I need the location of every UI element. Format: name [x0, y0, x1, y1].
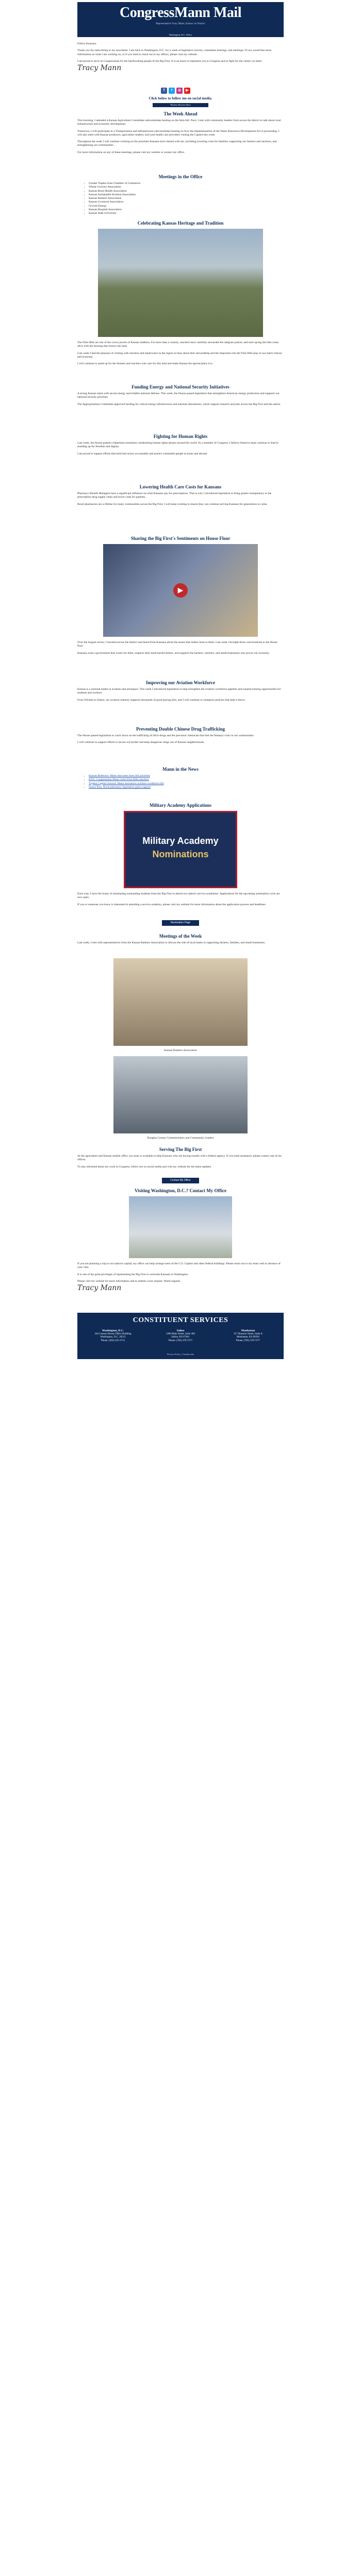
news-link[interactable]: KSN: Congressman Mann visits Flint Hills ranchers — [89, 778, 149, 782]
news-title: Mann in the News — [162, 767, 199, 772]
office-line-1: 317 Houston Street, Suite A — [234, 1332, 262, 1335]
story-section — [77, 536, 284, 544]
academy-title: Military Academy Applications — [150, 803, 211, 808]
news-link[interactable]: Salina Post: Rural pharmacy legislation gains support — [89, 785, 151, 789]
story-title: Sharing the Big First's Sentiments on House Floor — [130, 536, 231, 541]
visit-paragraph-2: It is one of the great privileges of representing the Big First to welcome Kansans to Washington. — [77, 1273, 189, 1276]
social-cta-wrap — [77, 96, 284, 101]
academy-section — [77, 803, 284, 810]
bankers-photo — [113, 958, 248, 1046]
heritage-title: Celebrating Kansas Heritage and Tradition — [137, 221, 224, 226]
week-ahead-paragraph-4: For more information on any of these meetings, please visit my website or contact my office. — [77, 150, 185, 154]
aviation-title: Improving our Aviation Workforce — [146, 680, 215, 685]
intro-paragraph-1: Thank you for subscribing to my newsletter. I am back in Washington, D.C. for a week of legislative activity, committee hearings, and meetings. If you would like more information on what I am working on, or if you need to reach out to my offices, please visit my website. — [77, 49, 272, 56]
week-meetings-section — [77, 934, 284, 948]
meetings-title: Meetings in the Office — [158, 174, 203, 179]
funding-title: Funding Energy and National Security Initiatives — [132, 384, 229, 389]
greeting: Fellow Kansans, — [77, 42, 97, 45]
human-rights-section — [77, 434, 284, 459]
office-phone: Phone: (785) 370-7277 — [236, 1339, 260, 1342]
aviation-paragraph-2: From Wichita to Salina, our aviation industry supports thousands of good-paying jobs, and I will continue to champion policies that help it thrive. — [77, 698, 246, 702]
serving-paragraph-1: At the agriculture and Kansas mobile office, my team is available to help Kansans who are having trouble with a federal agency. If you need assistance, please contact one of my offices. — [77, 1155, 282, 1162]
academy-banner-line-2: Nominations — [152, 849, 209, 859]
commissioners-photo — [113, 1056, 248, 1133]
intro-section — [77, 42, 284, 73]
heritage-text — [77, 341, 284, 369]
news-section — [77, 767, 284, 789]
office-line-2: Salina, KS 67401 — [171, 1336, 190, 1339]
office-line-1: 344 Cannon House Office Building — [94, 1332, 132, 1335]
list-item: • Greater Topeka Area Chamber of Commerce — [89, 182, 284, 185]
office-line-1: 1200 Main Street, Suite 402 — [166, 1332, 195, 1335]
masthead — [77, 2, 284, 33]
office-name: Washington, D.C. — [102, 1329, 124, 1332]
youtube-icon[interactable]: ▶ — [184, 88, 190, 94]
list-item: • Kansas Bankers Association — [89, 197, 284, 200]
meetings-section — [77, 174, 284, 216]
intro-paragraph-2: I am proud to serve as Congressman for the hardworking people of the Big First. It is an honor to represent you in Congress and to fight for the values we share. — [77, 59, 262, 63]
meetings-list — [89, 182, 284, 216]
list-item: • Kansas Livestock Association — [89, 200, 284, 204]
visit-paragraph-1: If you are planning a trip to our nation's capital, my office can help arrange tours of the U.S. Capitol and other federal buildings. Please reach out to my team well in advance of your visit. — [77, 1262, 281, 1269]
serving-title: Serving The Big First — [159, 1147, 202, 1152]
academy-banner-line-1: Military Academy — [142, 836, 219, 846]
funding-section — [77, 384, 284, 410]
human-rights-paragraph-1: Last week, the House passed a bipartisan resolution condemning human rights abuses around the world. As a member of Congress, I believe America must continue to lead in standing up for freedom and dignity. — [77, 442, 278, 449]
office-line-2: Washington, D.C. 20515 — [100, 1336, 126, 1339]
week-meetings-title: Meetings of the Week — [159, 934, 202, 939]
play-icon[interactable]: ▶ — [173, 583, 188, 598]
list-item: • Kansas Rural Health Association — [89, 190, 284, 193]
privacy-links[interactable]: Privacy Policy | Unsubscribe — [167, 1353, 194, 1355]
witness-banner: Witness Receive Here — [153, 103, 208, 107]
office-name: Manhattan — [241, 1329, 255, 1332]
house-floor-video[interactable] — [103, 544, 258, 637]
human-rights-title: Fighting for Human Rights — [153, 434, 208, 439]
funding-paragraph-2: The Appropriations Committee approved funding for critical energy infrastructure and national laboratories, which support research and jobs across the Big First and the nation. — [77, 402, 281, 406]
flint-hills-photo — [98, 229, 263, 337]
office-line-2: Manhattan, KS 66502 — [236, 1336, 260, 1339]
newsletter-title: CongressMann Mail — [120, 5, 241, 21]
heritage-paragraph-2: Last week I had the pleasure of visiting with ranchers and landowners in the region to hear about their stewardship and the important role the Flint Hills play in our state's history and economy. — [77, 351, 283, 359]
academy-paragraph-2: If you or someone you know is interested in attending a service academy, please visit my website for more information about the application process and deadlines. — [77, 903, 267, 906]
health-paragraph-1: Pharmacy Benefit Managers have a significant influence on what Kansans pay for prescriptions. That is why I introduced legislation to bring greater transparency to the prescription drug supply chain and lower costs for patients. — [77, 492, 272, 499]
week-ahead-section — [77, 111, 284, 158]
commissioners-caption: Douglas County Commissioners and Community Leaders — [147, 1137, 214, 1140]
visit-closing: Please visit my website for more information and to submit a tour request. Warm regards, — [77, 1279, 181, 1283]
story-text — [77, 641, 284, 658]
serving-paragraph-2: To stay informed about my work in Congress, follow me on social media and visit my website for the latest updates. — [77, 1165, 212, 1168]
list-item: • Wheat Growers Association — [89, 185, 284, 189]
social-icons — [161, 88, 190, 94]
human-rights-paragraph-2: I am proud to support efforts that hold bad actors accountable and protect vulnerable people at home and abroad. — [77, 452, 208, 455]
list-item: • Kansas State University — [89, 212, 284, 215]
story-paragraph-2: Kansans want a government that works for them, respects their hard-earned dollars, and supports the farmers, ranchers, and small businesses who power our economy. — [77, 651, 270, 655]
footer — [77, 1313, 284, 1359]
social-cta: Click below to follow me on social media. — [149, 96, 212, 100]
office-phone: Phone: (785) 370-7277 — [168, 1339, 193, 1342]
week-ahead-paragraph-1: This morning, I attended a Kansas Agriculture Committee subcommittee hearing on the farm bill. Next, I met with community leaders from across the district to talk about rural infrastructure and economic development. — [77, 119, 281, 126]
list-item: • Growth Energy — [89, 205, 284, 208]
week-ahead-paragraph-3: Throughout the week I will continue working on the priorities Kansans have shared with me, including lowering costs for families, supporting our farmers and ranchers, and strengthening our communities. — [77, 140, 277, 147]
visit-title: Visiting Washington, D.C.? Contact My Office — [134, 1188, 226, 1193]
week-ahead-paragraph-2: Tomorrow, I will participate in a Transportation and Infrastructure subcommittee hearing on how the implementation of the Water Resources Development Act is proceeding. I will also meet with Kansas producers, agriculture leaders, and rural health care providers visiting the Capitol this week. — [77, 129, 280, 137]
academy-paragraph-1: Each year, I have the honor of nominating outstanding students from the Big First to attend our nation's service academies. Applications for the upcoming nomination cycle are now open. — [77, 892, 280, 900]
news-link[interactable]: Topeka Capital-Journal: Mann introduces aviation workforce bill — [89, 782, 164, 785]
aviation-paragraph-1: Kansas is a national leader in aviation and aerospace. This week I introduced legislation to help strengthen the aviation workforce pipeline and expand training opportunities for students and workers. — [77, 688, 281, 695]
trafficking-paragraph-1: The House passed legislation to crack down on the trafficking of illicit drugs and the precursor chemicals that fuel the fentanyl crisis in our communities. — [77, 734, 255, 737]
health-paragraph-2: Rural pharmacies are a lifeline for many communities across the Big First. I will keep working to ensure they can continue serving Kansans for generations to come. — [77, 502, 268, 506]
heritage-section — [77, 221, 284, 228]
office-dc — [80, 1329, 145, 1343]
bankers-caption: Kansas Bankers Association — [164, 1049, 197, 1052]
masthead-subtitle: Representative Tracy Mann, Kansas 1st District — [156, 23, 205, 25]
week-meetings-paragraph-1: Last week, I met with representatives from the Kansas Bankers Association to discuss the role of local banks in supporting farmers, families, and small businesses. — [77, 941, 266, 944]
academy-banner — [124, 811, 237, 888]
facebook-icon[interactable]: f — [161, 88, 167, 94]
health-section — [77, 484, 284, 510]
footer-title: CONSTITUENT SERVICES — [133, 1316, 228, 1324]
list-item: • Kansas Sustainable Aviation Association — [89, 193, 284, 197]
funding-paragraph-1: A strong Kansas starts with secure energy and reliable national defense. This week, the House passed legislation that strengthens American energy production and supports our national security priorities. — [77, 392, 280, 399]
health-title: Lowering Health Care Costs for Kansans — [139, 484, 222, 489]
office-name: Salina — [176, 1329, 185, 1332]
office-phone: Phone: (202) 225-2715 — [101, 1339, 125, 1342]
serving-section — [77, 1147, 284, 1172]
trafficking-section — [77, 726, 284, 748]
contact-office-button[interactable]: Contact My Office — [162, 1178, 199, 1183]
news-list — [89, 774, 284, 789]
signature: Tracy Mann — [77, 64, 122, 73]
week-ahead-title: The Week Ahead — [163, 111, 198, 116]
instagram-icon[interactable]: ◎ — [176, 88, 183, 94]
heritage-paragraph-3: I will continue to stand up for the farmers and ranchers who care for this land and make Kansas the special place it is. — [77, 362, 214, 366]
aviation-section — [77, 680, 284, 705]
signature: Tracy Mann — [77, 1284, 122, 1293]
nomination-page-button[interactable]: Nomination Page — [162, 920, 199, 926]
twitter-icon[interactable]: t — [169, 88, 175, 94]
address-bar: Washington, D.C. Office — [77, 33, 284, 37]
heritage-paragraph-1: The Flint Hills are one of the crown jewels of Kansas tradition. For more than a century, ranchers have carefully stewarded the tallgrass prairie, and each spring the hills come alive with the burning that renews the land. — [77, 341, 279, 348]
story-paragraph-1: Over the August recess, I traveled across the district and heard from Kansans about the issues that matter most to them. Last week I brought those conversations to the House floor. — [77, 641, 277, 648]
visit-section — [77, 1188, 284, 1196]
academy-text — [77, 892, 284, 910]
list-item: • Kansas Hospital Association — [89, 208, 284, 212]
capitol-photo — [129, 1196, 232, 1258]
office-salina — [148, 1329, 213, 1343]
trafficking-title: Preventing Double Chinese Drug Trafficking — [136, 726, 225, 732]
visit-text — [77, 1262, 284, 1293]
news-link[interactable]: Kansas Reflector: Mann discusses farm bill priorities — [89, 774, 150, 777]
office-manhattan — [216, 1329, 281, 1343]
trafficking-paragraph-2: I will continue to support efforts to secure our border and keep dangerous drugs out of Kansas neighborhoods. — [77, 741, 205, 744]
